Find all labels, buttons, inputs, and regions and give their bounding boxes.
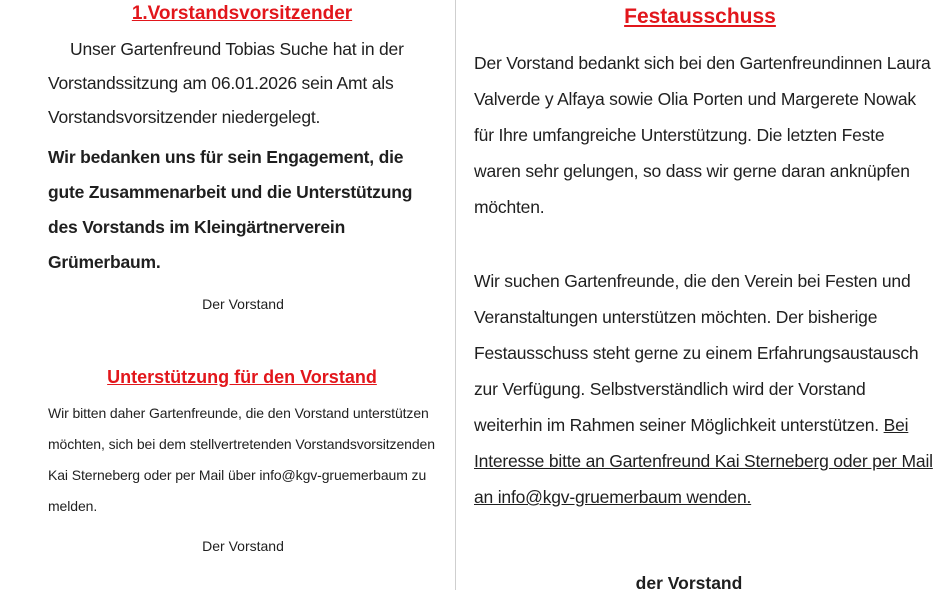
left-column <box>48 0 438 554</box>
signature-der-vorstand-1: Der Vorstand <box>202 296 284 312</box>
festausschuss-thanks-paragraph: Der Vorstand bedankt sich bei den Gartenfreundinnen Laura Valverde y Alfaya sowie Olia Porten und Margerete Nowak für Ihre umfangreiche Unterstützung. Die letzten Feste waren sehr gelungen, so dass wir gerne daran anknüpfen möchten. <box>474 53 931 217</box>
support-request-paragraph: Wir bitten daher Gartenfreunde, die den Vorstand unterstützen möchten, sich bei dem stellvertretenden Vorstandsvorsitzenden Kai Sterneberg oder per Mail über info@kgv-gruemerbaum zu melden. <box>48 405 435 514</box>
column-divider <box>455 0 456 590</box>
right-column <box>474 0 934 590</box>
heading-unterstuetzung-vorstand: Unterstützung für den Vorstand <box>107 367 377 387</box>
signature-der-vorstand-right: der Vorstand <box>635 573 743 590</box>
heading-festausschuss: Festausschuss <box>624 5 776 28</box>
signature-der-vorstand-2: Der Vorstand <box>202 538 284 554</box>
thanks-paragraph: Wir bedanken uns für sein Engagement, die gute Zusammenarbeit und die Unterstützung des Vorstands im Kleingärtnerverein Grümerbaum. <box>48 147 413 272</box>
request-text: Wir suchen Gartenfreunde, die den Verein bei Festen und Veranstaltungen unterstützen möchten. Der bisherige Festausschuss steht gerne zu einem Erfahrungsaustausch zur Verfügung. Selbstverständlich wird der Vorstand weiterhin im Rahmen seiner Möglichkeit unterstützen. <box>474 271 919 435</box>
festausschuss-request-paragraph <box>474 263 934 515</box>
resignation-paragraph: Unser Gartenfreund Tobias Suche hat in der Vorstandssitzung am 06.01.2026 sein Amt als Vorstandsvorsitzender niedergelegt. <box>48 39 404 127</box>
contact-underlined-text: Bei Interesse bitte an Gartenfreund Kai Sterneberg oder per Mail an info@kgv-gruemerbaum wenden. <box>474 415 933 507</box>
heading-vorstandsvorsitzender: 1.Vorstandsvorsitzender <box>131 3 353 24</box>
